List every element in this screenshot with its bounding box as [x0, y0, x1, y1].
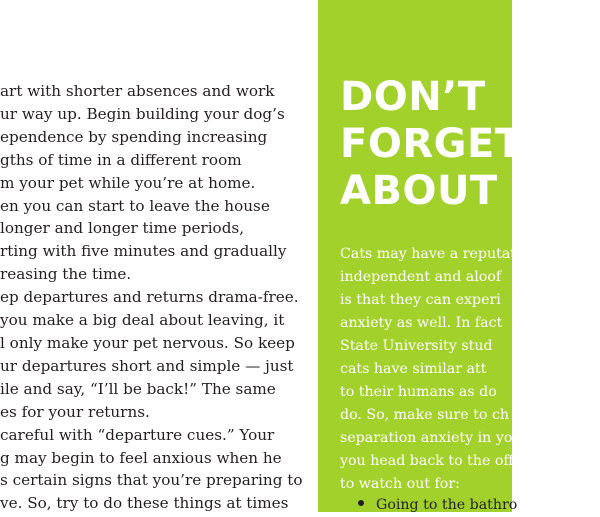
text-line: ependence by spending increasing — [0, 127, 268, 146]
sidebar-text-line: separation anxiety in yo — [340, 430, 513, 446]
sidebar-text-line: Cats may have a reputation — [340, 246, 539, 262]
text-line: g may begin to feel anxious when he — [0, 448, 282, 467]
sidebar-text-line: you head back to the off — [340, 453, 514, 469]
text-line: gths of time in a different room — [0, 150, 242, 169]
sidebar-text-line: do. So, make sure to ch — [340, 407, 510, 423]
bullet-dot-icon — [358, 500, 364, 506]
sidebar-text-line: is that they can experi — [340, 292, 501, 308]
heading-line: FORGET — [340, 121, 523, 167]
text-line: art with shorter absences and work — [0, 82, 275, 100]
text-line: longer and longer time periods, — [0, 219, 245, 238]
main-text-body — [0, 80, 303, 515]
text-line: ile and say, “I’ll be back!” The same — [0, 379, 276, 398]
sidebar-text-line: State University stud — [340, 338, 493, 354]
sidebar-text-line: cats have similar att — [340, 361, 487, 377]
sidebar-text-line: anxiety as well. In fact — [340, 315, 503, 331]
heading-line: DON’T — [340, 74, 486, 120]
text-line: s certain signs that you’re preparing to — [0, 471, 303, 490]
text-line: l only make your pet nervous. So keep — [0, 333, 295, 352]
text-line: m your pet while you’re at home. — [0, 173, 256, 192]
sidebar-text-line: independent and aloof — [340, 269, 502, 285]
bullet-text: Going to the bathro — [376, 497, 518, 513]
sidebar-heading — [340, 74, 542, 215]
sidebar-panel — [318, 0, 542, 513]
text-line: ve. So, try to do these things at times — [0, 494, 289, 513]
heading-line: ABOUT C — [340, 168, 542, 214]
text-line: ur way up. Begin building your dog’s — [0, 104, 285, 123]
sidebar-body-text — [340, 243, 600, 496]
text-line: ur departures short and simple — just — [0, 356, 294, 375]
sidebar-bullet-item — [358, 494, 517, 517]
sidebar-text-line: to watch out for: — [340, 476, 460, 492]
text-line: en you can start to leave the house — [0, 196, 270, 215]
text-line: you make a big deal about leaving, it — [0, 311, 285, 330]
text-line: rting with five minutes and gradually — [0, 242, 287, 261]
sidebar-text-line: to their humans as do — [340, 384, 497, 400]
text-line: careful with “departure cues.” Your — [0, 425, 275, 444]
text-line: reasing the time. — [0, 265, 132, 284]
text-line: es for your returns. — [0, 402, 150, 421]
text-line: ep departures and returns drama-free. — [0, 288, 299, 307]
